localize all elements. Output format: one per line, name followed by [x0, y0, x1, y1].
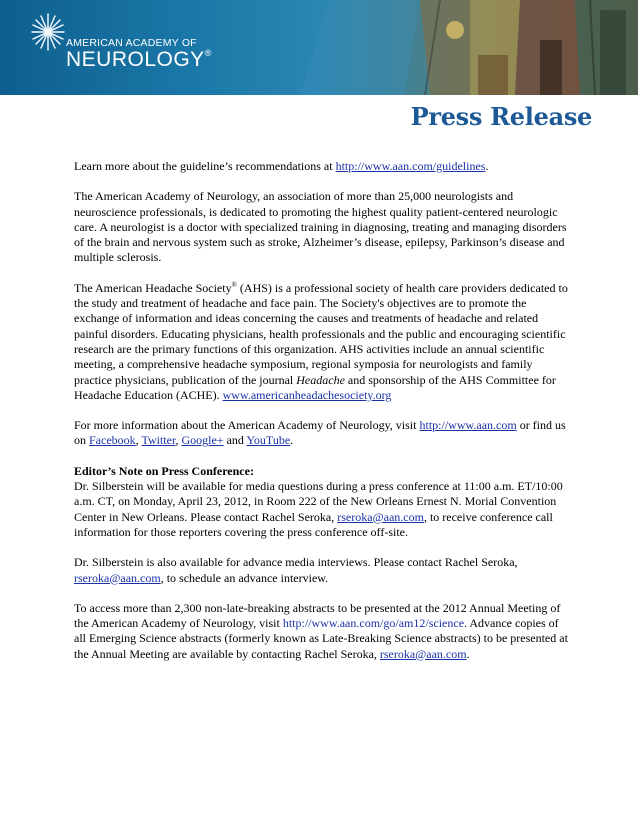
abstracts-paragraph: To access more than 2,300 non-late-breaking abstracts to be presented at the 2012 Annual Meeting of the American Academy of Neurology, visit http://www.aan.com/go/am12/science. Advance copies of all Emerging Science abstracts (formerly known as Late-Breaking Science abstracts) to be presented at the Annual Meeting are available by contacting Rachel Seroka, rseroka@aan.com. — [74, 600, 568, 661]
logo-org-line1: AMERICAN ACADEMY OF — [66, 37, 197, 49]
science-url: http://www.aan.com/go/am12/science — [282, 616, 465, 631]
registered-mark: ® — [204, 48, 212, 58]
contact-email-link[interactable]: rseroka@aan.com — [337, 509, 424, 524]
abstracts-email-link[interactable]: rseroka@aan.com — [379, 646, 467, 661]
aan-logo[interactable] — [30, 12, 270, 82]
editors-note-paragraph: Editor’s Note on Press Conference: Dr. Silberstein will be available for media questions during a press conference at 11:00 a.m. ET/10:00 a.m. CT, on Monday, April 23, 2012, in Room 222 of the New Orleans Ernest N. Morial Convention Center in New Orleans. Please contact Rachel Seroka, rseroka@aan.com, to receive conference call information for those reporters covering the press conference off-site. — [74, 463, 563, 539]
logo-org-line2: NEUROLOGY® — [66, 48, 212, 71]
aan-about-paragraph: The American Academy of Neurology, an association of more than 25,000 neurologists and neuroscience professionals, is dedicated to promoting the highest quality patient-centered neurologic care. A neurologist is a doctor with specialized training in diagnosing, treating and managing disorders of the brain and nervous system such as stroke, Alzheimer’s disease, epilepsy, Parkinson’s disease and multiple sclerosis. — [74, 189, 567, 265]
facebook-link[interactable]: Facebook — [89, 433, 136, 448]
journal-title: Headache — [296, 372, 345, 387]
press-release-body — [74, 159, 572, 677]
youtube-link[interactable]: YouTube — [246, 433, 291, 448]
guidelines-link[interactable]: http://www.aan.com/guidelines — [335, 159, 486, 173]
ahs-website-link[interactable]: www.americanheadachesociety.org — [222, 387, 392, 402]
editors-note-heading: Editor’s Note on Press Conference: — [74, 463, 254, 478]
google-plus-link[interactable]: Google+ — [181, 433, 224, 448]
interview-email-link[interactable]: rseroka@aan.com — [74, 570, 161, 585]
star-icon — [30, 12, 66, 52]
press-release-title: Press Release — [410, 102, 592, 131]
more-info-paragraph: For more information about the American Academy of Neurology, visit http://www.aan.com or find us on Facebook, Twitter, Google+ and YouTube. — [74, 418, 566, 448]
advance-interview-paragraph: Dr. Silberstein is also available for advance media interviews. Please contact Rachel Seroka, rseroka@aan.com, to schedule an advance interview. — [74, 555, 518, 585]
ahs-about-paragraph: The American Headache Society® (AHS) is a professional society of health care providers dedicated to the study and treatment of headache and face pain. The Society's objectives are to promote the exchange of information and ideas concerning the causes and treatments of headache and related painful disorders. Educating physicians, health professionals and the public and encouraging scientific research are the primary functions of this organization. AHS activities include an annual scientific meeting, a comprehensive headache symposium, regional symposia for neurologists and family practice physicians, publication of the journal Headache and sponsorship of the AHS Committee for Headache Education (ACHE). www.americanheadachesociety.org — [74, 280, 568, 402]
guideline-paragraph: Learn more about the guideline’s recommendations at http://www.aan.com/guidelines. — [74, 159, 489, 173]
aan-website-link[interactable]: http://www.aan.com — [419, 418, 517, 433]
header-banner — [0, 0, 638, 95]
twitter-link[interactable]: Twitter — [141, 433, 176, 448]
